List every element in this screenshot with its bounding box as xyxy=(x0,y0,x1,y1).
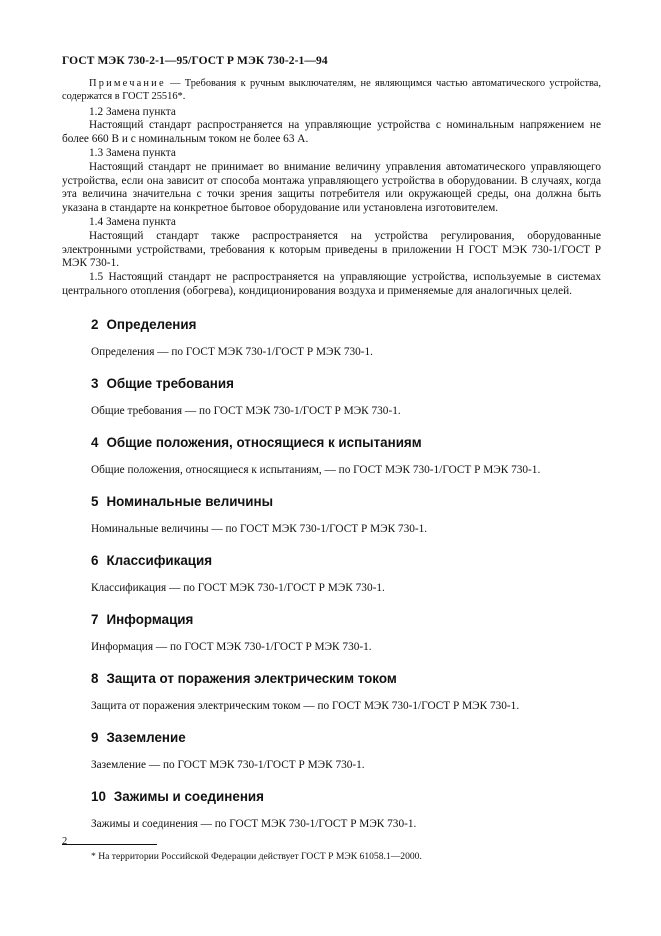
section-7 xyxy=(62,612,601,653)
section-title: 9 Заземление xyxy=(91,729,186,745)
section-title: 8 Защита от поражения электрическим током xyxy=(91,670,397,686)
clause-text-1-3: Настоящий стандарт не принимает во внимание величину управления автоматического управляющего устройства, если она зависит от способа монтажа управляющего устройства в оборудовании. В случаях, когда эта величина значительна с точки зрения защиты потребителя или окружающей среды, она должна быть указана в стандарте на конкретное бытовое оборудование или установлена изготовителем. xyxy=(62,160,601,215)
section-title: 3 Общие требования xyxy=(91,375,234,391)
clause-text-1-4: Настоящий стандарт также распространяется на устройства регулирования, оборудованные электронными устройствами, требования к которым приведены в приложении Н ГОСТ МЭК 730-1/ГОСТ Р МЭК 730-1. xyxy=(62,229,601,270)
section-body: Информация — по ГОСТ МЭК 730-1/ГОСТ Р МЭК 730-1. xyxy=(91,640,372,653)
section-5 xyxy=(62,494,601,535)
clause-heading-1-4: 1.4 Замена пункта xyxy=(89,215,176,228)
section-body: Общие положения, относящиеся к испытаниям, — по ГОСТ МЭК 730-1/ГОСТ Р МЭК 730-1. xyxy=(91,463,541,476)
section-title: 5 Номинальные величины xyxy=(91,493,273,509)
note-text: — Требования к ручным выключателям, не являющимся частью автоматического устройства, содержатся в ГОСТ 25516*. xyxy=(62,78,601,102)
document-page xyxy=(62,55,601,862)
section-6 xyxy=(62,553,601,594)
section-9 xyxy=(62,730,601,771)
section-body: Определения — по ГОСТ МЭК 730-1/ГОСТ Р МЭК 730-1. xyxy=(91,345,373,358)
section-2 xyxy=(62,317,601,358)
section-body: Защита от поражения электрическим током — по ГОСТ МЭК 730-1/ГОСТ Р МЭК 730-1. xyxy=(91,699,520,712)
footnote-divider xyxy=(62,844,157,845)
section-body: Общие требования — по ГОСТ МЭК 730-1/ГОСТ Р МЭК 730-1. xyxy=(91,404,401,417)
footnote: * На территории Российской Федерации действует ГОСТ Р МЭК 61058.1—2000. xyxy=(91,850,422,862)
section-10 xyxy=(62,789,601,830)
section-title: 2 Определения xyxy=(91,316,197,332)
section-title: 10 Зажимы и соединения xyxy=(91,788,264,804)
clause-heading-1-3: 1.3 Замена пункта xyxy=(89,146,176,159)
section-title: 7 Информация xyxy=(91,611,194,627)
section-3 xyxy=(62,376,601,417)
section-4 xyxy=(62,435,601,476)
section-title: 6 Классификация xyxy=(91,552,213,568)
note xyxy=(62,78,601,104)
document-header: ГОСТ МЭК 730-2-1—95/ГОСТ Р МЭК 730-2-1—94 xyxy=(62,55,328,67)
section-body: Номинальные величины — по ГОСТ МЭК 730-1/ГОСТ Р МЭК 730-1. xyxy=(91,522,428,535)
clause-text-1-5: 1.5 Настоящий стандарт не распространяется на управляющие устройства, используемые в системах центрального отопления (обогрева), кондиционирования воздуха и применяемые для аналогичных целей. xyxy=(62,271,601,297)
clause-list xyxy=(62,106,601,299)
section-8 xyxy=(62,671,601,712)
clause-heading-1-2: 1.2 Замена пункта xyxy=(89,105,176,118)
section-body: Зажимы и соединения — по ГОСТ МЭК 730-1/ГОСТ Р МЭК 730-1. xyxy=(91,817,417,830)
clause-text-1-2: Настоящий стандарт распространяется на управляющие устройства с номинальным напряжением не более 660 В и с номинальным током не более 63 А. xyxy=(62,119,601,146)
note-label: Примечание xyxy=(89,78,166,89)
section-body: Заземление — по ГОСТ МЭК 730-1/ГОСТ Р МЭК 730-1. xyxy=(91,758,365,771)
section-title: 4 Общие положения, относящиеся к испытаниям xyxy=(91,434,422,450)
page-number: 2 xyxy=(62,836,68,847)
section-body: Классификация — по ГОСТ МЭК 730-1/ГОСТ Р МЭК 730-1. xyxy=(91,581,385,594)
